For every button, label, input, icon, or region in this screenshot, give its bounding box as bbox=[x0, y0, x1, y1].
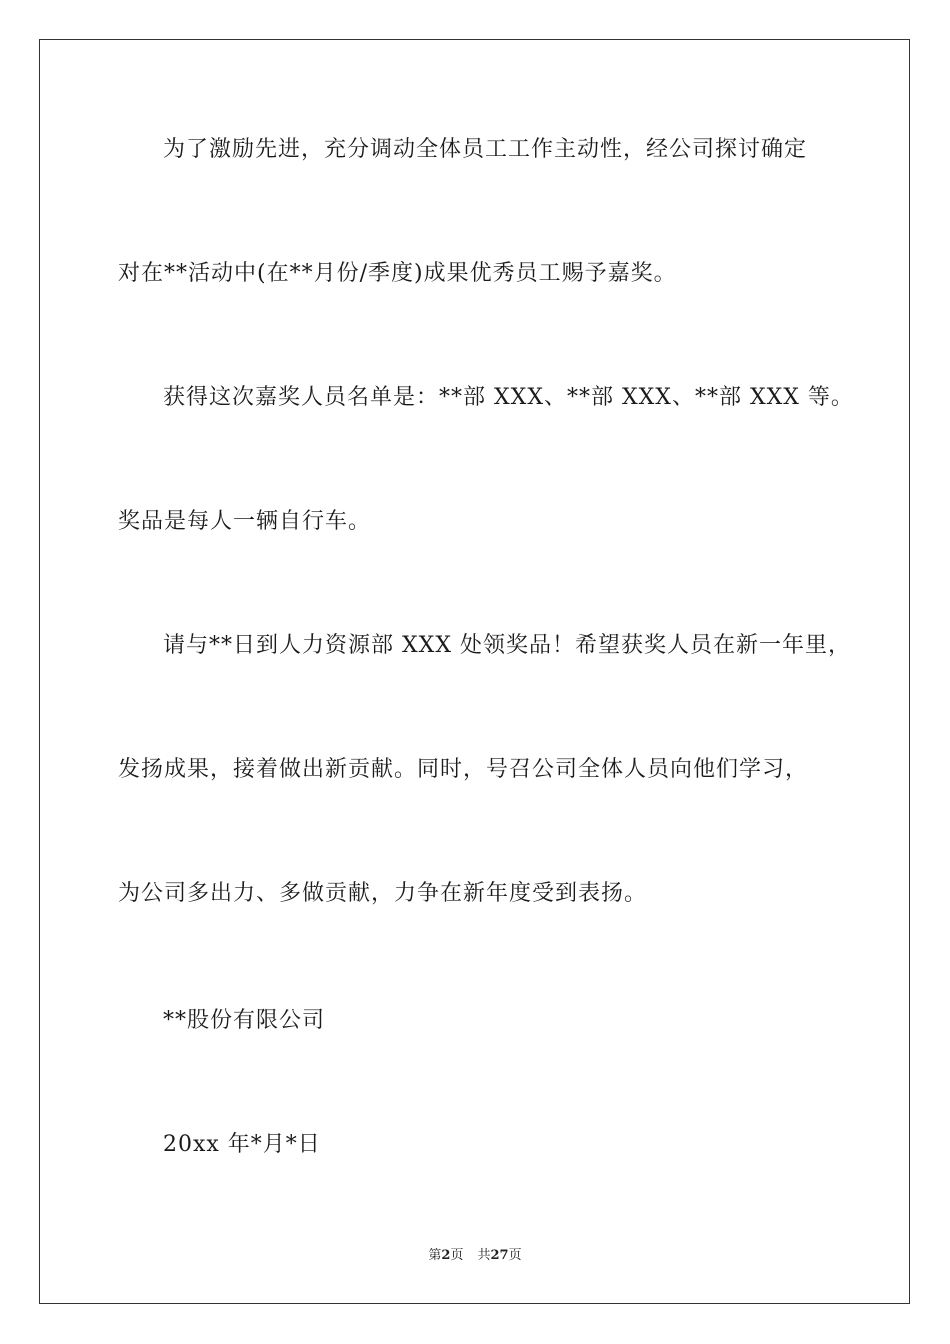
page-border bbox=[39, 39, 910, 1304]
paragraph-2-line-2: 奖品是每人一辆自行车。 bbox=[118, 509, 372, 534]
signature-company: **股份有限公司 bbox=[163, 1008, 326, 1033]
paragraph-3-line-1: 请与**日到人力资源部 XXX 处领奖品！希望获奖人员在新一年里， bbox=[163, 633, 851, 658]
paragraph-1-line-2: 对在**活动中(在**月份/季度)成果优秀员工赐予嘉奖。 bbox=[118, 261, 677, 286]
page-total: 27 bbox=[490, 1248, 509, 1263]
paragraph-3-line-3: 为公司多出力、多做贡献，力争在新年度受到表扬。 bbox=[118, 881, 648, 906]
page-footer bbox=[0, 1248, 950, 1264]
paragraph-2-line-1: 获得这次嘉奖人员名单是：**部 XXX、**部 XXX、**部 XXX 等。 bbox=[163, 385, 854, 410]
page-prefix: 第 bbox=[428, 1248, 442, 1263]
page-suffix: 页 bbox=[450, 1248, 464, 1263]
total-suffix: 页 bbox=[508, 1248, 522, 1263]
total-prefix: 共 bbox=[477, 1248, 491, 1263]
paragraph-3-line-2: 发扬成果，接着做出新贡献。同时，号召公司全体人员向他们学习， bbox=[118, 757, 809, 782]
signature-date: 20xx 年*月*日 bbox=[163, 1132, 321, 1157]
page-current: 2 bbox=[441, 1248, 451, 1263]
paragraph-1-line-1: 为了激励先进，充分调动全体员工工作主动性，经公司探讨确定 bbox=[163, 137, 808, 162]
